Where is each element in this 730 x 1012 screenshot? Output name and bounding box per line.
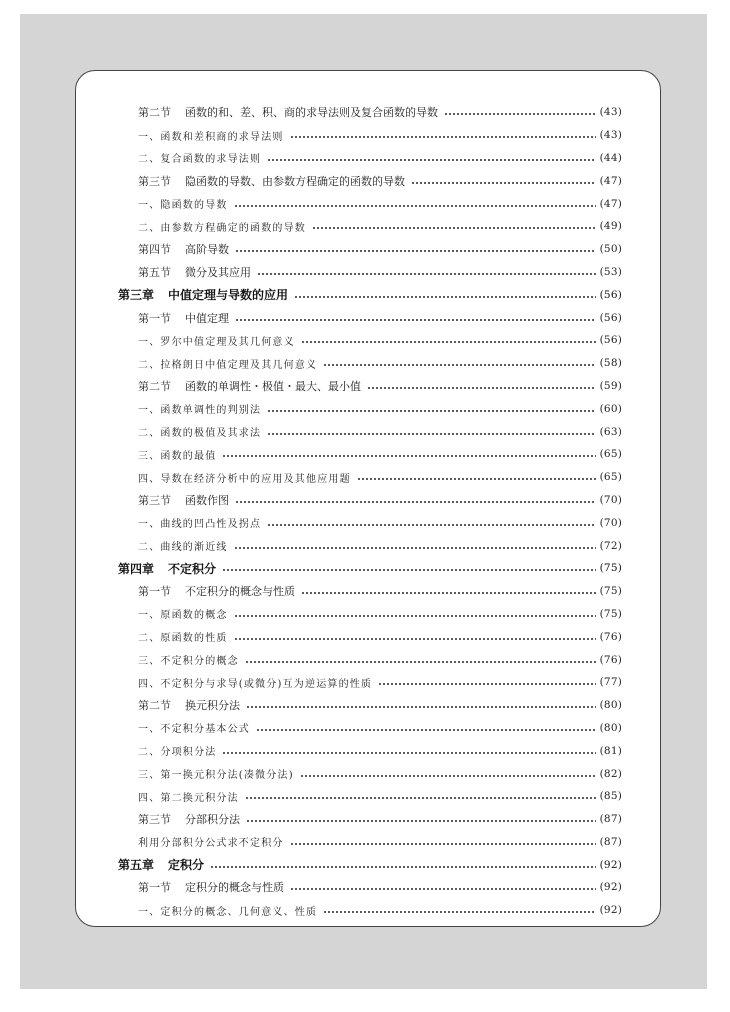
toc-entry-text: 一、隐函数的导数 bbox=[138, 200, 228, 212]
toc-page-number: (72) bbox=[599, 539, 622, 552]
toc-entry-title bbox=[138, 241, 233, 257]
toc-page-number: (56) bbox=[599, 311, 622, 324]
toc-entry-text: 一、定积分的概念、几何意义、性质 bbox=[138, 906, 318, 918]
toc-item-row bbox=[110, 466, 622, 489]
toc-item-row bbox=[110, 648, 622, 671]
toc-entry-text: 函数作图 bbox=[185, 493, 229, 507]
toc-section-row bbox=[110, 306, 622, 329]
toc-page-number: (59) bbox=[599, 379, 622, 392]
toc-page-number: (53) bbox=[599, 265, 622, 278]
toc-entry-text: 函数的和、差、积、商的求导法则及复合函数的导数 bbox=[185, 106, 438, 120]
toc-entry-title bbox=[138, 492, 233, 508]
toc-entry-title bbox=[138, 150, 265, 165]
toc-item-row bbox=[110, 329, 622, 352]
toc-entry-text: 二、函数的极值及其求法 bbox=[138, 428, 262, 440]
toc-page-number: (76) bbox=[599, 653, 622, 666]
toc-entry-title bbox=[138, 470, 355, 485]
dot-leader bbox=[312, 220, 596, 232]
toc-section-row bbox=[110, 876, 622, 899]
toc-entry-label: 第四章 bbox=[118, 561, 155, 576]
dot-leader bbox=[210, 859, 596, 871]
toc-item-row bbox=[110, 215, 622, 238]
toc-item-row bbox=[110, 785, 622, 808]
toc-entry-title bbox=[138, 583, 299, 599]
toc-entry-title bbox=[138, 811, 244, 827]
dot-leader bbox=[444, 106, 596, 118]
toc-page-number: (77) bbox=[599, 676, 622, 689]
toc-entry-title bbox=[138, 903, 321, 918]
toc-page-number: (80) bbox=[599, 699, 622, 712]
dot-leader bbox=[234, 608, 596, 620]
dot-leader bbox=[411, 175, 596, 187]
dot-leader bbox=[378, 676, 595, 688]
toc-chapter-row bbox=[110, 283, 622, 306]
toc-item-row bbox=[110, 352, 622, 375]
toc-section-row bbox=[110, 261, 622, 284]
toc-entry-text: 二、拉格朗日中值定理及其几何意义 bbox=[138, 359, 318, 371]
toc-entry-label: 第二节 bbox=[138, 106, 171, 120]
toc-entry-text: 一、曲线的凹凸性及拐点 bbox=[138, 519, 262, 531]
toc-entry-label: 第一节 bbox=[138, 585, 171, 599]
toc-entry-title bbox=[138, 675, 376, 690]
toc-entry-title bbox=[138, 424, 265, 439]
toc-page-number: (47) bbox=[599, 174, 622, 187]
toc-entry-title bbox=[138, 652, 243, 667]
toc-entry-text: 一、函数单调性的判别法 bbox=[138, 405, 262, 417]
toc-page-number: (56) bbox=[599, 334, 622, 347]
toc-entry-text: 一、罗尔中值定理及其几何意义 bbox=[138, 336, 295, 348]
toc-entry-title bbox=[138, 356, 321, 371]
toc-entry-title bbox=[118, 856, 208, 873]
dot-leader bbox=[267, 403, 595, 415]
toc-page-number: (43) bbox=[599, 106, 622, 119]
toc-item-row bbox=[110, 603, 622, 626]
dot-leader bbox=[234, 540, 596, 552]
toc-entry-label: 第五章 bbox=[118, 858, 155, 873]
toc-entry-text: 二、原函数的性质 bbox=[138, 633, 228, 645]
toc-entry-text: 利用分部积分公式求不定积分 bbox=[138, 838, 284, 850]
dot-leader bbox=[301, 334, 596, 346]
dot-leader bbox=[235, 494, 596, 506]
dot-leader bbox=[294, 289, 596, 301]
toc-entry-text: 一、不定积分基本公式 bbox=[138, 724, 250, 736]
toc-entry-label: 第二节 bbox=[138, 699, 171, 713]
toc-section-row bbox=[110, 694, 622, 717]
toc-item-row bbox=[110, 443, 622, 466]
toc-entry-title bbox=[138, 789, 243, 804]
dot-leader bbox=[234, 631, 596, 643]
dot-leader bbox=[367, 380, 596, 392]
toc-entry-text: 二、由参数方程确定的函数的导数 bbox=[138, 222, 306, 234]
toc-entry-label: 第三节 bbox=[138, 493, 171, 507]
dot-leader bbox=[290, 881, 596, 893]
dot-leader bbox=[257, 266, 596, 278]
toc-entry-title bbox=[138, 515, 265, 530]
toc-entry-text: 隐函数的导数、由参数方程确定的函数的导数 bbox=[185, 174, 405, 188]
toc-entry-title bbox=[118, 286, 292, 303]
toc-section-row bbox=[110, 169, 622, 192]
toc-entry-label: 第三节 bbox=[138, 813, 171, 827]
toc-entry-text: 四、第二换元积分法 bbox=[138, 792, 239, 804]
toc-entry-text: 三、不定积分的概念 bbox=[138, 656, 239, 668]
toc-item-row bbox=[110, 625, 622, 648]
toc-entry-text: 中值定理 bbox=[185, 311, 229, 325]
toc-entry-label: 第五节 bbox=[138, 265, 171, 279]
toc-item-row bbox=[110, 534, 622, 557]
toc-entry-text: 不定积分 bbox=[168, 561, 217, 576]
toc-page-number: (65) bbox=[599, 448, 622, 461]
dot-leader bbox=[245, 654, 596, 666]
toc-item-row bbox=[110, 397, 622, 420]
dot-leader bbox=[357, 471, 596, 483]
dot-leader bbox=[245, 790, 596, 802]
toc-entry-text: 一、原函数的概念 bbox=[138, 610, 228, 622]
dot-leader bbox=[235, 243, 596, 255]
toc-entry-label: 第二节 bbox=[138, 379, 171, 393]
toc-page-number: (82) bbox=[599, 767, 622, 780]
toc-page-number: (43) bbox=[599, 129, 622, 142]
toc-page-number: (50) bbox=[599, 243, 622, 256]
toc-entry-text: 三、函数的最值 bbox=[138, 450, 217, 462]
toc-page-number: (76) bbox=[599, 630, 622, 643]
toc-page-number: (47) bbox=[599, 197, 622, 210]
toc-page-number: (70) bbox=[599, 493, 622, 506]
toc-item-row bbox=[110, 899, 622, 922]
toc-chapter-row bbox=[110, 557, 622, 580]
toc-entry-text: 定积分 bbox=[168, 858, 205, 873]
toc-entry-title bbox=[138, 766, 298, 781]
dot-leader bbox=[246, 699, 596, 711]
toc-section-row bbox=[110, 808, 622, 831]
dot-leader bbox=[323, 904, 595, 916]
toc-entry-title bbox=[138, 606, 232, 621]
dot-leader bbox=[234, 198, 596, 210]
dot-leader bbox=[222, 562, 596, 574]
toc-entry-title bbox=[138, 196, 232, 211]
dot-leader bbox=[256, 722, 596, 734]
dot-leader bbox=[235, 312, 596, 324]
dot-leader bbox=[267, 152, 595, 164]
toc-item-row bbox=[110, 831, 622, 854]
toc-entry-title bbox=[138, 378, 365, 394]
toc-entry-text: 二、曲线的渐近线 bbox=[138, 542, 228, 554]
table-of-contents bbox=[110, 101, 622, 922]
toc-entry-title bbox=[138, 333, 299, 348]
toc-entry-text: 定积分的概念与性质 bbox=[185, 881, 284, 895]
toc-entry-text: 一、函数和差积商的求导法则 bbox=[138, 131, 284, 143]
toc-entry-label: 第三节 bbox=[138, 174, 171, 188]
dot-leader bbox=[290, 129, 596, 141]
dot-leader bbox=[222, 745, 595, 757]
toc-page-number: (63) bbox=[599, 425, 622, 438]
dot-leader bbox=[267, 426, 595, 438]
toc-item-row bbox=[110, 192, 622, 215]
toc-item-row bbox=[110, 420, 622, 443]
toc-entry-label: 第四节 bbox=[138, 243, 171, 257]
toc-section-row bbox=[110, 489, 622, 512]
toc-entry-title bbox=[138, 219, 310, 234]
toc-entry-title bbox=[138, 264, 255, 280]
toc-entry-text: 换元积分法 bbox=[185, 699, 240, 713]
toc-entry-text: 二、分项积分法 bbox=[138, 747, 217, 759]
toc-item-row bbox=[110, 717, 622, 740]
toc-entry-label: 第一节 bbox=[138, 881, 171, 895]
toc-item-row bbox=[110, 671, 622, 694]
toc-page-number: (92) bbox=[599, 881, 622, 894]
toc-entry-text: 三、第一换元积分法(凑微分法) bbox=[138, 770, 294, 781]
toc-entry-title bbox=[138, 173, 409, 189]
toc-entry-label: 第一节 bbox=[138, 311, 171, 325]
toc-item-row bbox=[110, 511, 622, 534]
toc-item-row bbox=[110, 762, 622, 785]
toc-entry-text: 高阶导数 bbox=[185, 243, 229, 257]
dot-leader bbox=[222, 448, 595, 460]
dot-leader bbox=[290, 836, 596, 848]
toc-entry-title bbox=[138, 447, 220, 462]
toc-entry-text: 分部积分法 bbox=[185, 813, 240, 827]
toc-chapter-row bbox=[110, 853, 622, 876]
dot-leader bbox=[301, 585, 596, 597]
toc-entry-title bbox=[138, 104, 442, 120]
toc-page-number: (87) bbox=[599, 835, 622, 848]
toc-page-number: (85) bbox=[599, 790, 622, 803]
toc-page-number: (49) bbox=[599, 220, 622, 233]
toc-page-number: (75) bbox=[599, 585, 622, 598]
toc-entry-title bbox=[138, 879, 288, 895]
toc-page-number: (56) bbox=[599, 288, 622, 301]
toc-page-number: (81) bbox=[599, 744, 622, 757]
toc-page-number: (80) bbox=[599, 721, 622, 734]
toc-page-number: (60) bbox=[599, 402, 622, 415]
toc-entry-title bbox=[138, 697, 244, 713]
toc-entry-text: 微分及其应用 bbox=[185, 265, 251, 279]
toc-section-row bbox=[110, 101, 622, 124]
toc-page-number: (92) bbox=[599, 858, 622, 871]
toc-entry-title bbox=[138, 743, 220, 758]
toc-page-number: (75) bbox=[599, 607, 622, 620]
toc-section-row bbox=[110, 375, 622, 398]
toc-entry-text: 四、导数在经济分析中的应用及其他应用题 bbox=[138, 473, 351, 485]
toc-entry-title bbox=[138, 538, 232, 553]
toc-page-number: (44) bbox=[599, 151, 622, 164]
toc-section-row bbox=[110, 580, 622, 603]
toc-page-number: (75) bbox=[599, 562, 622, 575]
toc-page-number: (65) bbox=[599, 471, 622, 484]
toc-page bbox=[75, 70, 661, 927]
dot-leader bbox=[246, 813, 596, 825]
toc-entry-text: 中值定理与导数的应用 bbox=[168, 288, 289, 303]
dot-leader bbox=[267, 517, 595, 529]
toc-entry-text: 四、不定积分与求导(或微分)互为逆运算的性质 bbox=[138, 678, 373, 690]
toc-entry-text: 二、复合函数的求导法则 bbox=[138, 154, 262, 166]
toc-entry-title bbox=[138, 834, 288, 849]
toc-entry-title bbox=[138, 720, 254, 735]
toc-page-number: (58) bbox=[599, 357, 622, 370]
toc-page-number: (92) bbox=[599, 904, 622, 917]
toc-entry-title bbox=[138, 401, 265, 416]
toc-item-row bbox=[110, 739, 622, 762]
toc-section-row bbox=[110, 238, 622, 261]
toc-entry-title bbox=[118, 560, 220, 577]
dot-leader bbox=[323, 357, 595, 369]
toc-page-number: (87) bbox=[599, 813, 622, 826]
toc-entry-title bbox=[138, 310, 233, 326]
toc-page-number: (70) bbox=[599, 516, 622, 529]
toc-item-row bbox=[110, 147, 622, 170]
toc-entry-text: 函数的单调性・极值・最大、最小值 bbox=[185, 379, 361, 393]
toc-entry-title bbox=[138, 629, 232, 644]
toc-entry-label: 第三章 bbox=[118, 288, 155, 303]
toc-item-row bbox=[110, 124, 622, 147]
toc-entry-text: 不定积分的概念与性质 bbox=[185, 585, 295, 599]
toc-entry-title bbox=[138, 128, 288, 143]
dot-leader bbox=[300, 768, 596, 780]
